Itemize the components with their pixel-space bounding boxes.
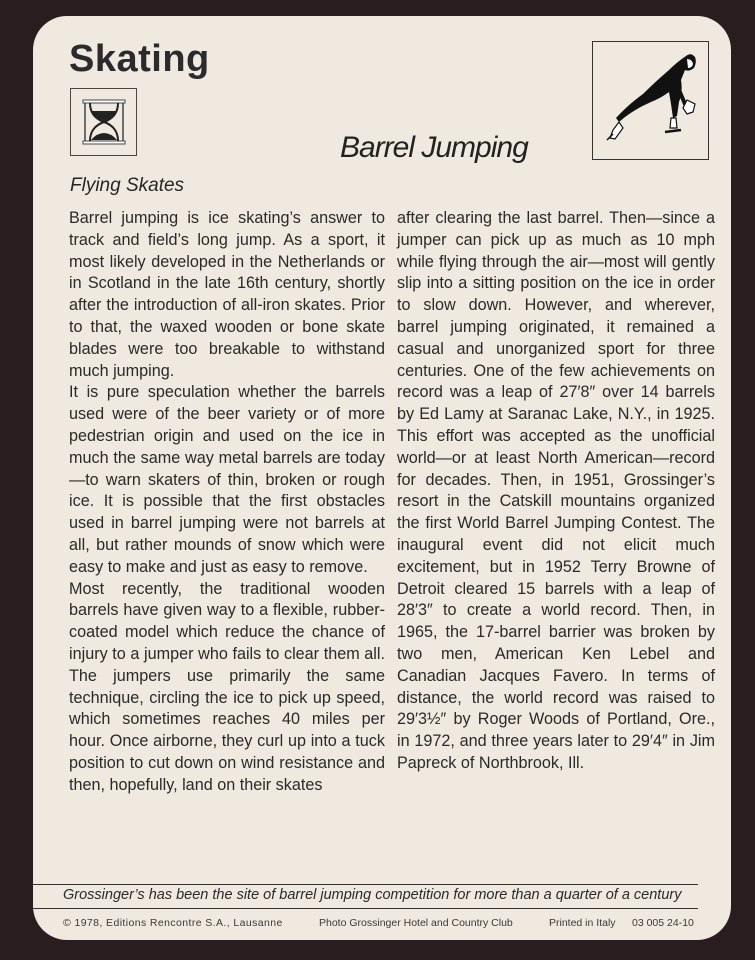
paragraph: It is pure speculation whether the barrels used were of the beer variety or of more pedestrian origin and used on the ice in much the same way metal barrels are today—to warn skaters of thin, broken or rough ice. It is possible that the first obstacles used in barrel jumping were not barrels at all, but rather mounds of snow which were easy to make and just as easy to remove. — [69, 383, 385, 576]
body-right-column — [397, 208, 715, 775]
photo-caption: Grossinger’s has been the site of barrel jumping competition for more than a quarter of a century — [63, 887, 682, 903]
sport-card — [33, 16, 731, 940]
subtitle: Flying Skates — [70, 175, 185, 196]
event-title: Barrel Jumping — [340, 131, 528, 164]
card-code: 03 005 24-10 — [632, 917, 694, 929]
caption-bar — [33, 884, 698, 909]
hourglass-icon — [70, 88, 137, 156]
copyright: © 1978, Editions Rencontre S.A., Lausanne — [63, 917, 283, 929]
paragraph: Barrel jumping is ice skating’s answer to track and field’s long jump. As a sport, it most likely developed in the Netherlands or in Scotland in the late 16th century, shortly after the introduction of all-iron skates. Prior to that, the waxed wooden or bone skate blades were too breakable to withstand much jumping. — [69, 209, 385, 380]
paragraph: after clearing the last barrel. Then—since a jumper can pick up as much as 10 mph while flying through the air—most will gently slip into a sitting position on the ice in order to slow down. However, and wherever, barrel jumping originated, it remained a casual and unorganized sport for three centuries. One of the few achievements on record was a leap of 27′8″ over 14 barrels by Ed Lamy at Saranac Lake, N.Y., in 1925. This effort was accepted as the unofficial world—or at least North American—record for decades. Then, in 1951, Grossinger’s resort in the Catskill mountains organized the first World Barrel Jumping Contest. The inaugural event did not elicit much excitement, but in 1952 Terry Browne of Detroit cleared 15 barrels with a leap of 28′3″ to create a world record. Then, in 1965, the 17-barrel barrier was broken by two men, American Ken Lebel and Canadian Jacques Favero. In terms of distance, the world record was raised to 29′3½″ by Roger Woods of Portland, Ore., in 1972, and three years later to 29′4″ in Jim Papreck of Northbrook, Ill. — [397, 209, 715, 772]
paragraph: Most recently, the traditional wooden barrels have given way to a flexible, rubber-coated model which reduce the chance of injury to a jumper who fails to clear them all. The jumpers use primarily the same technique, circling the ice to pick up speed, which sometimes reaches 40 miles per hour. Once airborne, they curl up into a tuck position to cut down on wind resistance and then, hopefully, land on their skates — [69, 579, 385, 794]
printed-in: Printed in Italy — [549, 917, 616, 929]
body-left-column — [69, 208, 385, 797]
photo-credit: Photo Grossinger Hotel and Country Club — [319, 917, 513, 929]
speed-skater-icon — [592, 41, 709, 160]
sport-title: Skating — [69, 38, 210, 80]
